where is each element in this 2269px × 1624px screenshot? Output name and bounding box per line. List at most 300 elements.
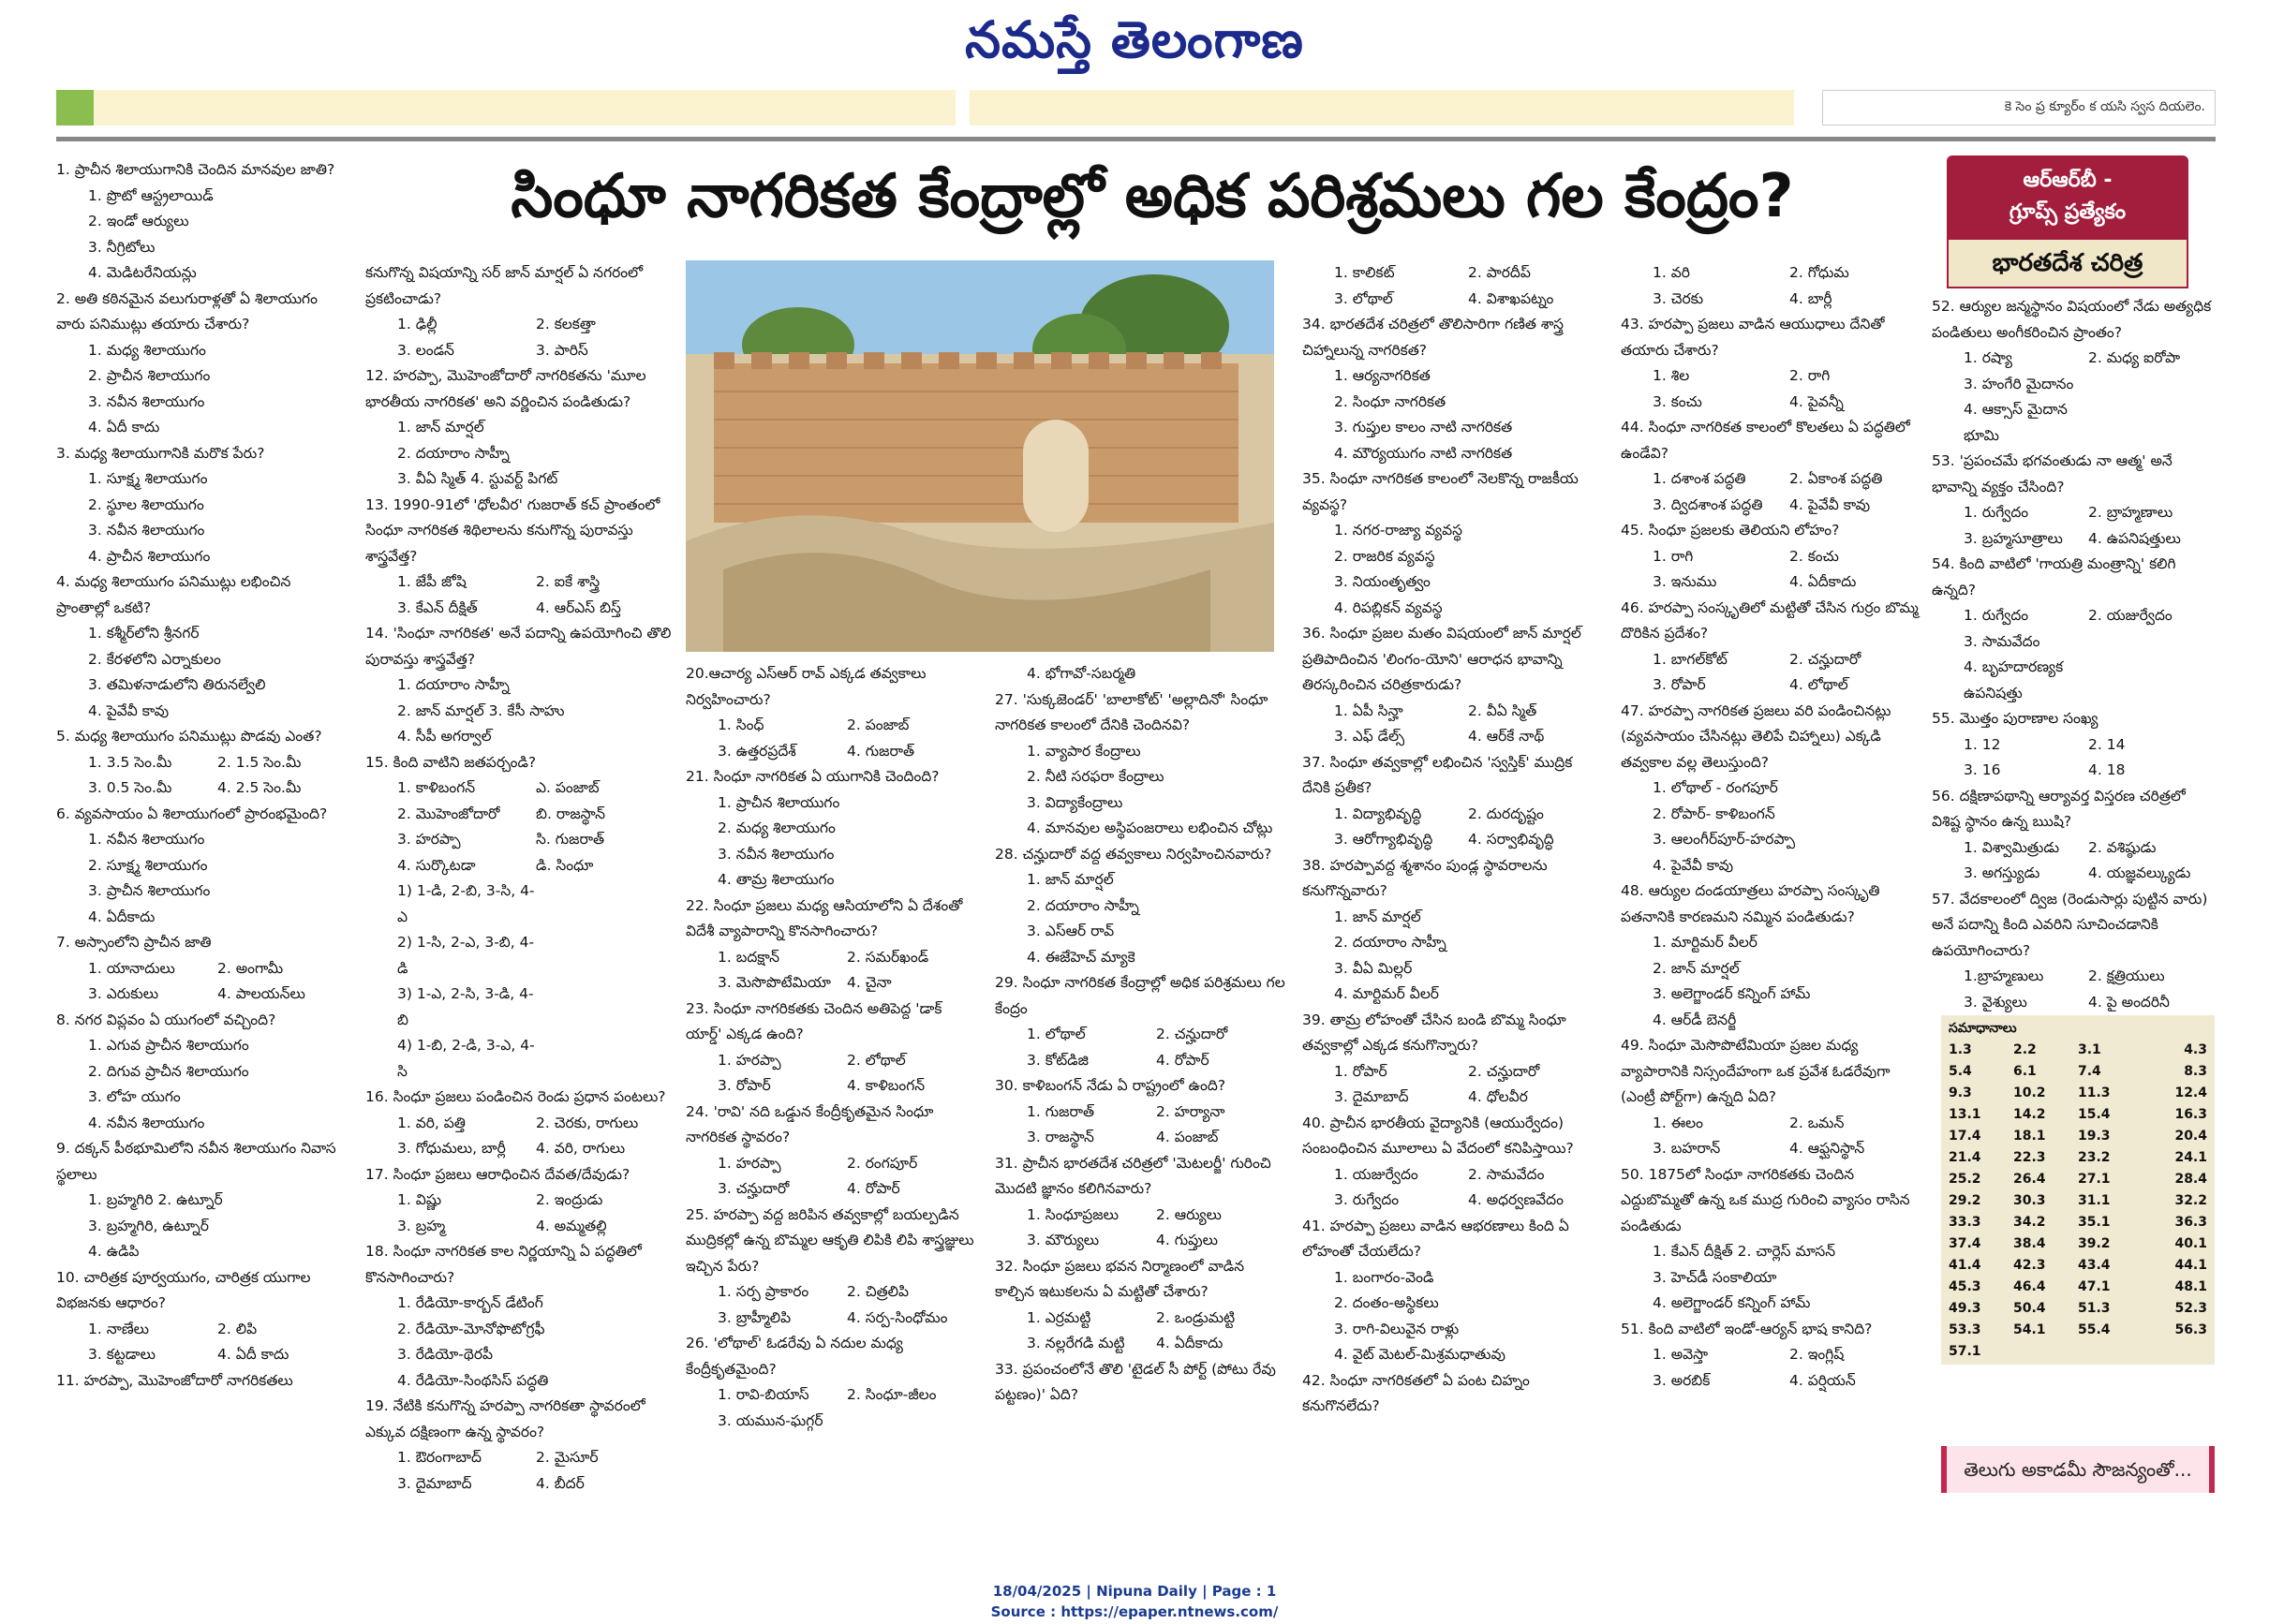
answer-option-row xyxy=(1621,390,1926,416)
question-column-1 xyxy=(56,157,347,1394)
answer-option: 2. ఇండో ఆర్యులు xyxy=(88,213,189,229)
question-item xyxy=(995,970,1285,1073)
answer-option-row xyxy=(1932,500,2213,526)
answer-option: 1. ఢిల్లీ xyxy=(397,316,437,332)
answer-option: 3. కట్టడాలు xyxy=(88,1346,156,1363)
answer-option-row xyxy=(365,338,675,364)
answer-option: 3. రోపార్ xyxy=(718,1077,771,1094)
answer-option: సి. గుజరాత్ xyxy=(536,831,605,848)
answer-option-row xyxy=(686,970,976,997)
answer-option: 3. సామవేదం xyxy=(1964,632,2040,650)
answer-option: 3. వీఏ మిల్లర్ xyxy=(1334,959,1413,977)
question-item xyxy=(1302,312,1602,466)
question-text: 25. హరప్పా వద్ద జరిపిన తవ్వకాల్లో బయల్పడిన ముద్రికల్లో ఉన్న బొమ్మల ఆకృతి లిపికి లిపి శాస్త్రజ్ఞులు ఇచ్చిన పేరు? xyxy=(686,1205,974,1275)
answer-option-row xyxy=(1302,724,1602,750)
answer-key-item: 36.3 xyxy=(2174,1215,2207,1230)
question-text: 19. నేటికి కనుగొన్న హరప్పా నాగరికతా స్థావరంలో ఎక్కువ దక్షిణంగా ఉన్న స్థావరం? xyxy=(365,1397,645,1440)
question-column-2 xyxy=(365,260,675,1497)
answer-option: 2. సింధూ-జీలం xyxy=(847,1386,937,1403)
answer-option: 3. నవీన శిలాయుగం xyxy=(88,522,205,539)
answer-key-item: 33.3 xyxy=(1949,1215,1981,1230)
answer-option-row xyxy=(1932,526,2213,553)
question-item xyxy=(686,764,976,893)
answer-option: 4. ఏదీకాదు xyxy=(1789,573,1857,590)
answer-option-row xyxy=(365,1136,675,1162)
question-text: 34. భారతదేశ చరిత్రలో తొలిసారిగా గణిత శాస్త్ర చిహ్నాలున్న నాగరికత? xyxy=(1302,316,1564,359)
answer-option: 3. బ్రహ్మ xyxy=(397,1217,446,1234)
answer-option: 1. జాన్ మార్షల్ xyxy=(1027,871,1114,888)
answer-key-item: 3.1 xyxy=(2078,1042,2101,1057)
answer-option: 1. 12 xyxy=(1964,735,2001,753)
answer-option: 3. పారిస్ xyxy=(536,341,588,359)
answer-option: 2. రాగి xyxy=(1789,367,1831,384)
question-item xyxy=(56,569,347,724)
answer-option: 4. ఉపనిషత్తులు xyxy=(2088,529,2181,547)
answer-option-row xyxy=(56,775,347,802)
question-item xyxy=(1621,260,1926,312)
question-text: 41. హరప్పా ప్రజలు వాడిన ఆభరణాలు కింది ఏ లోహంతో చేయలేదు? xyxy=(1302,1217,1569,1260)
header-divider xyxy=(56,137,2216,141)
answer-option-row xyxy=(1302,802,1602,828)
question-text: 2. అతి కఠినమైన వలుగురాళ్లతో ఏ శిలాయుగం వారు పనిముట్లు తయారు చేశారు? xyxy=(56,289,318,332)
answer-key-item: 53.3 xyxy=(1949,1322,1981,1337)
answer-option: 3. రేడియో-థెరపీ xyxy=(397,1346,494,1363)
question-item xyxy=(1302,750,1602,853)
answer-option-row xyxy=(1621,1136,1926,1162)
answer-option: 4. పంజాబ్ xyxy=(1156,1129,1219,1145)
answer-key-item: 10.2 xyxy=(2013,1085,2046,1100)
answer-option-row xyxy=(1932,835,2213,862)
answer-key-item: 46.4 xyxy=(2013,1279,2046,1294)
question-item xyxy=(365,1239,675,1394)
answer-option: 2. మధ్య శిలాయుగం xyxy=(718,819,836,836)
answer-key-item: 38.4 xyxy=(2013,1236,2046,1251)
answer-option-row xyxy=(1932,629,2213,656)
answer-option: 2. లోథాల్ xyxy=(847,1051,906,1069)
answer-option-row xyxy=(365,982,675,1033)
page-headline: సింధూ నాగరికత కేంద్రాల్లో అధిక పరిశ్రమలు గల కేంద్రం? xyxy=(511,162,1794,231)
answer-key-item: 25.2 xyxy=(1949,1172,1981,1187)
answer-option: 4. అలెగ్జాండర్ కన్నింగ్ హామ్ xyxy=(1653,1294,1811,1311)
answer-option: 4. సుర్కొటడా xyxy=(397,856,476,874)
answer-option xyxy=(2088,372,2213,398)
question-text: 50. 1875లో సింధూ నాగరికతకు చెందిన ఎద్దుబొమ్మతో ఉన్న ఒక ముద్ర గురించి వ్యాసం రాసిన పండితుడు xyxy=(1621,1165,1910,1234)
question-item xyxy=(1621,1162,1926,1317)
question-item xyxy=(686,1100,976,1203)
answer-key-item: 52.3 xyxy=(2174,1301,2207,1316)
answer-key-item: 50.4 xyxy=(2013,1301,2046,1316)
answer-option: 3. అలెగ్జాండర్ కన్నింగ్ హామ్ xyxy=(1653,985,1811,1002)
question-item xyxy=(365,750,675,1085)
question-item xyxy=(1621,596,1926,699)
answer-option: 4. పై అందరినీ xyxy=(2088,993,2170,1011)
answer-option-row xyxy=(1302,287,1602,313)
answer-option: 2. ఒమన్ xyxy=(1789,1114,1845,1131)
answer-option-row xyxy=(365,596,675,622)
answer-key-item: 28.4 xyxy=(2174,1172,2207,1187)
answer-option: 3. రాజస్థాన్ xyxy=(1027,1129,1094,1145)
answer-option-row xyxy=(56,750,347,776)
answer-option xyxy=(536,982,675,1033)
answer-option: 2. దయారాం సాహ్నీ xyxy=(1027,896,1139,914)
answer-key-item: 40.1 xyxy=(2174,1236,2207,1251)
answer-option: 1. విద్యాభివృద్ధి xyxy=(1334,805,1422,822)
answer-option: 1. ఏపీ సిన్హా xyxy=(1334,701,1403,719)
answer-key-item: 2.2 xyxy=(2013,1042,2037,1057)
answer-option: 2. చిత్రలిపి xyxy=(847,1283,910,1300)
answer-option: 1. విశ్వామిత్రుడు xyxy=(1964,838,2060,856)
masthead xyxy=(0,0,2269,84)
answer-option: 3. నీగ్రిటోలు xyxy=(88,238,156,256)
answer-option: 1. వరి, పత్తి xyxy=(397,1114,466,1131)
answer-key-item: 32.2 xyxy=(2174,1193,2207,1208)
answer-option: 1. జాన్ మార్షల్ xyxy=(1334,908,1421,925)
answer-option: బి. రాజస్థాన్ xyxy=(536,805,605,822)
question-text: 37. సింధూ తవ్వకాల్లో లభించిన 'స్వస్తిక్' ముద్రిక దేనికి ప్రతీక? xyxy=(1302,753,1573,796)
question-text: 28. చన్హుదారో వద్ద తవ్వకాలు నిర్వహించినవారు? xyxy=(995,845,1272,863)
question-item xyxy=(365,260,675,363)
answer-option: 2. వశిష్ఠుడు xyxy=(2088,838,2157,856)
answer-key-item: 8.3 xyxy=(2184,1064,2207,1079)
answer-option: 2. రేడియో-మోనోఫొటోగ్రఫీ xyxy=(397,1320,545,1337)
answer-option: 2. చన్హుదారో xyxy=(1156,1026,1228,1042)
answer-option: 1. బ్రహ్మగిరి 2. ఉట్నూర్ xyxy=(88,1191,223,1208)
answer-key-item: 7.4 xyxy=(2078,1064,2101,1079)
answer-option: 2. దంతం-అస్థికలు xyxy=(1334,1294,1439,1311)
answer-option: 4. యజ్ఞవల్క్యుడు xyxy=(2088,864,2191,881)
footer-date-line: 18/04/2025 | Nipuna Daily | Page : 1 xyxy=(992,1583,1277,1600)
answer-option-row xyxy=(686,945,976,971)
answer-key xyxy=(1941,1015,2215,1365)
answer-option: 4. ఉడిపి xyxy=(88,1243,140,1260)
answer-option: 4. విశాఖపట్నం xyxy=(1468,289,1554,307)
answer-option-row xyxy=(365,1033,675,1085)
answer-option-row xyxy=(365,775,675,802)
answer-option-row xyxy=(686,1306,976,1332)
answer-option: 3. వీఏ స్మిత్ 4. స్టువర్ట్ పిగట్ xyxy=(397,470,558,487)
answer-option: 4. వైట్ మెటల్-మిశ్రమధాతువు xyxy=(1334,1346,1505,1363)
answer-option: 1. సింధూప్రజలు xyxy=(1027,1205,1119,1223)
question-text: 27. 'సుక్కజెండర్' 'బాలాకోట్' 'అల్లాదినో' సింధూ నాగరికత కాలంలో దేనికి చెందినవి? xyxy=(995,690,1268,733)
answer-option: 4. అమ్మతల్లి xyxy=(536,1217,607,1234)
answer-key-item: 19.3 xyxy=(2078,1129,2111,1144)
answer-option: 2. అంగామీ xyxy=(217,959,284,977)
question-text: 15. కింది వాటిని జతపర్చండి? xyxy=(365,753,537,771)
question-item xyxy=(995,1254,1285,1357)
question-text: 31. ప్రాచీన భారతదేశ చరిత్రలో 'మెటలర్జీ' గురించి మొదటి జ్ఞానం కలిగినవారు? xyxy=(995,1154,1271,1197)
answer-key-item: 9.3 xyxy=(1949,1085,1972,1100)
answer-option: 3. బ్రహ్మగిరి, ఉట్నూర్ xyxy=(88,1217,209,1234)
answer-option: 2. యజుర్వేదం xyxy=(2088,607,2173,624)
answer-option: 3. హంగేరి మైదానం xyxy=(1964,375,2074,392)
question-text: 43. హరప్పా ప్రజలు వాడిన ఆయుధాలు దేనితో తయారు చేశారు? xyxy=(1621,316,1885,359)
question-item xyxy=(686,661,976,764)
answer-option: 4. చైనా xyxy=(847,974,892,991)
answer-option: 3. రోపార్ xyxy=(1653,676,1706,693)
question-item xyxy=(1932,887,2213,1016)
answer-option: 2. ఒండ్రుమట్టి xyxy=(1156,1308,1236,1326)
answer-key-item: 47.1 xyxy=(2078,1279,2111,1294)
answer-key-item: 35.1 xyxy=(2078,1215,2111,1230)
answer-option-row xyxy=(1932,861,2213,887)
answer-option: 2. చన్హుదారో xyxy=(1468,1062,1540,1080)
answer-key-item: 30.3 xyxy=(2013,1193,2046,1208)
badge-line-1: ఆర్‌ఆర్‌బీ - xyxy=(2023,169,2113,192)
answer-option: 3. రాగి-విలువైన రాళ్లు xyxy=(1334,1320,1460,1337)
answer-option-row xyxy=(1302,260,1602,287)
answer-option: 3. 16 xyxy=(1964,761,2001,778)
answer-option-row xyxy=(1621,569,1926,596)
answer-option: 3. ఆలంగీర్‌పూర్-హరప్పా xyxy=(1653,831,1796,848)
answer-key-item: 31.1 xyxy=(2078,1193,2111,1208)
answer-option: 4. రోపార్ xyxy=(847,1180,900,1197)
answer-option: 4. నవీన శిలాయుగం xyxy=(88,1114,205,1131)
question-text: 9. దక్కన్ పీఠభూమిలోని నవీన శిలాయుగం నివాస స్థలాలు xyxy=(56,1140,336,1183)
answer-key-item: 23.2 xyxy=(2078,1150,2111,1165)
answer-option: 4. రిపబ్లికన్ వ్యవస్థ xyxy=(1334,598,1443,616)
question-text: 14. 'సింధూ నాగరికత' అనే పదాన్ని ఉపయోగించి తొలి పురావస్తు శాస్త్రవేత్త? xyxy=(365,625,672,668)
question-item xyxy=(365,363,675,493)
answer-option: 2. లిపి xyxy=(217,1320,258,1337)
answer-option-row xyxy=(995,1125,1285,1151)
answer-option: 4) 1-బి, 2-డి, 3-ఎ, 4-సి xyxy=(397,1037,535,1080)
answer-option: 3. నియంతృత్వం xyxy=(1334,573,1431,590)
answer-option: 2. దయారాం సాహ్నీ xyxy=(397,444,510,462)
question-text: 12. హరప్పా, మొహెంజోదారో నాగరికతను 'మూల భారతీయ నాగరికత' అని వర్ణించిన పండితుడు? xyxy=(365,367,646,410)
question-text: 5. మధ్య శిలాయుగం పనిముట్లు పొడవు ఎంత? xyxy=(56,728,322,745)
answer-option: 4. మానవుల అస్థిపంజరాలు లభించిన చోట్లు xyxy=(1027,819,1273,836)
answer-key-item: 24.1 xyxy=(2174,1150,2207,1165)
question-text: 13. 1990-91లో 'ధోలవీర' గుజరాత్ కచ్ ప్రాంతంలో సింధూ నాగరికత శిథిలాలను కనుగొన్న పురావస్తు శాస్త్రవేత్త? xyxy=(365,495,660,565)
answer-key-item: 13.1 xyxy=(1949,1107,1981,1122)
question-text: 48. ఆర్యుల దండయాత్రలు హరప్పా సంస్కృతి పతనానికి కారణమని నమ్మిన పండితుడు? xyxy=(1621,882,1880,925)
answer-option: 4. పైవేవీ కావు xyxy=(1653,856,1734,874)
question-text: 3. మధ్య శిలాయుగానికి మరొక పేరు? xyxy=(56,444,265,462)
answer-option-row xyxy=(1621,287,1926,313)
banner-strip-right: కె సెం ప్ర క్యూర్‌ం క యసి స్వస దియలెం. xyxy=(1822,90,2216,125)
question-column-3 xyxy=(686,661,976,1434)
answer-option-row xyxy=(365,878,675,930)
answer-option: 1. బదక్షాన్ xyxy=(718,948,780,966)
answer-option: 1. జాన్ మార్షల్ xyxy=(397,419,484,436)
answer-key-item: 14.2 xyxy=(2013,1107,2046,1122)
answer-option xyxy=(536,1033,675,1085)
answer-key-item: 42.3 xyxy=(2013,1258,2046,1273)
answer-key-item: 11.3 xyxy=(2078,1085,2111,1100)
answer-key-title: సమాధానాలు xyxy=(1949,1021,2017,1036)
answer-option: 1. ఆర్యనాగరికత xyxy=(1334,367,1431,384)
question-item xyxy=(995,1357,1285,1409)
answer-option-row xyxy=(1932,603,2213,629)
question-item xyxy=(56,287,347,441)
banner-strip-left xyxy=(56,90,956,125)
answer-option: 3. విద్యాకేంద్రాలు xyxy=(1027,793,1123,811)
answer-option xyxy=(536,930,675,982)
answer-option-row xyxy=(995,1306,1285,1332)
answer-option: 2. దయారాం సాహ్నీ xyxy=(1334,934,1446,951)
answer-option-row xyxy=(1932,372,2213,398)
answer-option-row xyxy=(995,1022,1285,1048)
answer-option xyxy=(2088,655,2213,706)
answer-option-row xyxy=(1621,363,1926,390)
answer-option: 4. ప్రాచీన శిలాయుగం xyxy=(88,547,211,565)
question-text: 7. అస్సాంలోని ప్రాచీన జాతి xyxy=(56,934,212,951)
answer-option: 4. ఈజేహెచ్ మ్యాకె xyxy=(1027,948,1135,966)
answer-option: 3. 0.5 సెం.మీ xyxy=(88,779,172,796)
answer-option: 3. మెసొపొటేమియా xyxy=(718,974,831,991)
answer-option: 3. తమిళనాడులోని తిరునల్వేలి xyxy=(88,676,266,693)
answer-option: 4. తామ్ర శిలాయుగం xyxy=(718,871,835,888)
answer-option-row xyxy=(1621,544,1926,570)
answer-option: 1. కాలికట్ xyxy=(1334,264,1395,281)
question-item xyxy=(365,1085,675,1162)
answer-option: 3. హెచ్‌డీ సంకాలియా xyxy=(1653,1268,1777,1286)
answer-option: 3. బ్రహ్మసూత్రాలు xyxy=(1964,529,2063,547)
answer-option: 3. హరప్పా xyxy=(397,831,461,848)
answer-option: 1. ప్రొటో ఆస్ట్రలాయిడ్ xyxy=(88,186,214,204)
answer-option: 4. ఏదీ కాదు xyxy=(88,419,160,436)
answer-option: 2. రాజరిక వ్యవస్థ xyxy=(1334,547,1435,565)
question-text: 8. నగర విప్లవం ఏ యుగంలో వచ్చింది? xyxy=(56,1011,276,1028)
answer-key-item: 44.1 xyxy=(2174,1258,2207,1273)
answer-key-item: 4.3 xyxy=(2184,1042,2207,1057)
answer-option: 1. జేపీ జోషి xyxy=(397,573,467,590)
answer-option: 2. మధ్య ఐరోపా xyxy=(2088,349,2181,366)
answer-option: 4. గుప్తులు xyxy=(1156,1232,1218,1248)
question-text: 1. ప్రాచీన శిలాయుగానికి చెందిన మానవుల జాతి? xyxy=(56,161,335,178)
question-text: 38. హరప్పావద్ద శ్మశానం పుండ్ల స్థావరాలను కనుగొన్నవారు? xyxy=(1302,856,1548,899)
answer-option-row xyxy=(1621,466,1926,493)
answer-option: 1. నాణేలు xyxy=(88,1320,149,1337)
question-text: 17. సింధూ ప్రజలు ఆరాధించిన దేవత/దేవుడు? xyxy=(365,1165,630,1183)
answer-option: 3. లోహ యుగం xyxy=(88,1088,181,1105)
answer-option: 2. జాన్ మార్షల్ 3. కేసీ సాహు xyxy=(397,701,565,719)
question-text: 42. సింధూ నాగరికతలో ఏ పంట చిహ్నం కనుగొనలేదు? xyxy=(1302,1371,1530,1414)
answer-option: 4. అధర్వణవేదం xyxy=(1468,1191,1564,1208)
answer-option-row xyxy=(1621,1342,1926,1368)
answer-option: 1. కేఎన్ దీక్షిత్ 2. చార్లెస్ మాసన్ xyxy=(1653,1243,1836,1260)
question-text: 29. సింధూ నాగరికత కేంద్రాల్లో అధిక పరిశ్రమలు గల కేంద్రం xyxy=(995,974,1285,1017)
newspaper-logo: నమస్తే తెలంగాణ xyxy=(965,9,1304,69)
answer-key-item: 45.3 xyxy=(1949,1279,1981,1294)
answer-key-item: 57.1 xyxy=(1949,1344,1981,1359)
answer-option-row xyxy=(56,1317,347,1343)
answer-option: 4. 18 xyxy=(2088,761,2126,778)
question-item xyxy=(56,1136,347,1265)
answer-option: 2. సూక్ష్మ శిలాయుగం xyxy=(88,856,208,874)
answer-option: 1. యజుర్వేదం xyxy=(1334,1165,1418,1183)
answer-option-row xyxy=(686,1151,976,1177)
answer-option-row xyxy=(1302,1085,1602,1111)
question-item xyxy=(1302,466,1602,621)
question-column-5 xyxy=(1302,260,1602,1420)
answer-option: 3. లండన్ xyxy=(397,341,454,359)
question-item xyxy=(1932,784,2213,887)
question-item xyxy=(995,661,1285,687)
answer-option: 2. హర్యానా xyxy=(1156,1102,1225,1120)
question-text: 16. సింధూ ప్రజలు పండించిన రెండు ప్రధాన పంటలు? xyxy=(365,1088,666,1105)
answer-option-row xyxy=(365,1214,675,1240)
answer-option: 4. ఆర్‌డీ బెనర్జీ xyxy=(1653,1011,1737,1028)
answer-option: 2. పంజాబ్ xyxy=(847,716,910,733)
answer-option: 1. యానాదులు xyxy=(88,959,175,977)
question-text: 51. కింది వాటిలో ఇండో-ఆర్యన్ భాష కానిది? xyxy=(1621,1320,1873,1337)
answer-option: 4. రోపార్ xyxy=(1156,1051,1209,1069)
question-item xyxy=(365,621,675,750)
answer-option: 1. నవీన శిలాయుగం xyxy=(88,831,205,848)
question-text: 4. మధ్య శిలాయుగం పనిముట్లు లభించిన ప్రాంతాల్లో ఒకటి? xyxy=(56,573,291,616)
answer-option: 3. లోథాల్ xyxy=(1334,289,1393,307)
answer-option-row xyxy=(56,956,347,982)
answer-option: 2. 14 xyxy=(2088,735,2126,753)
question-text: 32. సింధూ ప్రజలు భవన నిర్మాణంలో వాడిన కాల్చిన ఇటుకలను ఏ మట్టితో చేశారు? xyxy=(995,1257,1245,1300)
answer-key-item: 1.3 xyxy=(1949,1042,1972,1057)
answer-option: 1. గుజరాత్ xyxy=(1027,1102,1095,1120)
question-item xyxy=(1302,1368,1602,1420)
question-item xyxy=(56,802,347,931)
answer-option: 3. ఇనుము xyxy=(1653,573,1717,590)
answer-option: 4. ఆర్ఎస్ బిస్త్ xyxy=(536,598,621,616)
answer-option: 1. రోపార్ xyxy=(1334,1062,1387,1080)
answer-option: 1. నగర-రాజ్యా వ్యవస్థ xyxy=(1334,522,1463,539)
answer-option: 2. ప్రాచీన శిలాయుగం xyxy=(88,367,211,384)
answer-option: 2. జాన్ మార్షల్ xyxy=(1653,959,1740,977)
answer-option: 3. గుప్తుల కాలం నాటి నాగరికత xyxy=(1334,419,1513,436)
answer-option: 1. వ్యాపార కేంద్రాలు xyxy=(1027,742,1141,760)
answer-option: 1. సర్ప ప్రాకారం xyxy=(718,1283,809,1300)
answer-option-row xyxy=(1932,758,2213,784)
question-item xyxy=(56,1368,347,1395)
answer-key-item: 21.4 xyxy=(1949,1150,1981,1165)
answer-option-row xyxy=(995,1203,1285,1229)
footer-source-line: Source : https://epaper.ntnews.com/ xyxy=(990,1603,1279,1620)
question-item xyxy=(1302,1008,1602,1111)
answer-option: 4. ఏదీకాదు xyxy=(1156,1335,1223,1351)
answer-option: 1. బంగారం-వెండి xyxy=(1334,1268,1434,1286)
question-item xyxy=(1932,552,2213,706)
answer-option: 3. కేఎన్ దీక్షిత్ xyxy=(397,598,478,616)
answer-option: 2) 1-సి, 2-ఎ, 3-బి, 4-డి xyxy=(397,934,535,977)
question-item xyxy=(1932,294,2213,449)
answer-option-row xyxy=(686,1279,976,1306)
answer-option xyxy=(847,1409,976,1435)
answer-option-row xyxy=(1621,672,1926,699)
answer-option: 1. దశాంశ పద్ధతి xyxy=(1653,470,1746,487)
answer-key-item: 22.3 xyxy=(2013,1150,2046,1165)
question-item xyxy=(365,1162,675,1240)
answer-option: 3. ద్విదశాంశ పద్ధతి xyxy=(1653,495,1763,513)
answer-option: 4. లోథాల్ xyxy=(1789,676,1848,693)
answer-option: 4. పర్షియన్ xyxy=(1789,1371,1856,1389)
answer-option: 4. పైవన్నీ xyxy=(1789,392,1844,410)
answer-option: 1. రుగ్వేదం xyxy=(1964,607,2029,624)
question-item xyxy=(1621,1033,1926,1162)
question-text: 39. తామ్ర లోహంతో చేసిన బండి బొమ్మ సింధూ తవ్వకాల్లో ఎక్కడ కనుగొన్నారు? xyxy=(1302,1011,1566,1054)
question-column-7 xyxy=(1932,294,2213,1015)
answer-option: 2. క్షత్రియులు xyxy=(2088,967,2165,984)
answer-option: 1. సూక్ష్మ శిలాయుగం xyxy=(88,470,208,487)
question-item xyxy=(995,1151,1285,1254)
question-item xyxy=(1932,706,2213,784)
answer-option-row xyxy=(1621,647,1926,673)
question-item xyxy=(1621,1317,1926,1395)
question-column-4 xyxy=(995,661,1285,1409)
answer-option-row xyxy=(56,982,347,1008)
answer-option: 2. 1.5 సెం.మీ xyxy=(217,753,302,771)
question-item xyxy=(365,1394,675,1497)
answer-option: 4. పాలయన్‌లు xyxy=(217,985,305,1002)
answer-option: 4. భోగావో-సబర్మతి xyxy=(1027,665,1136,682)
